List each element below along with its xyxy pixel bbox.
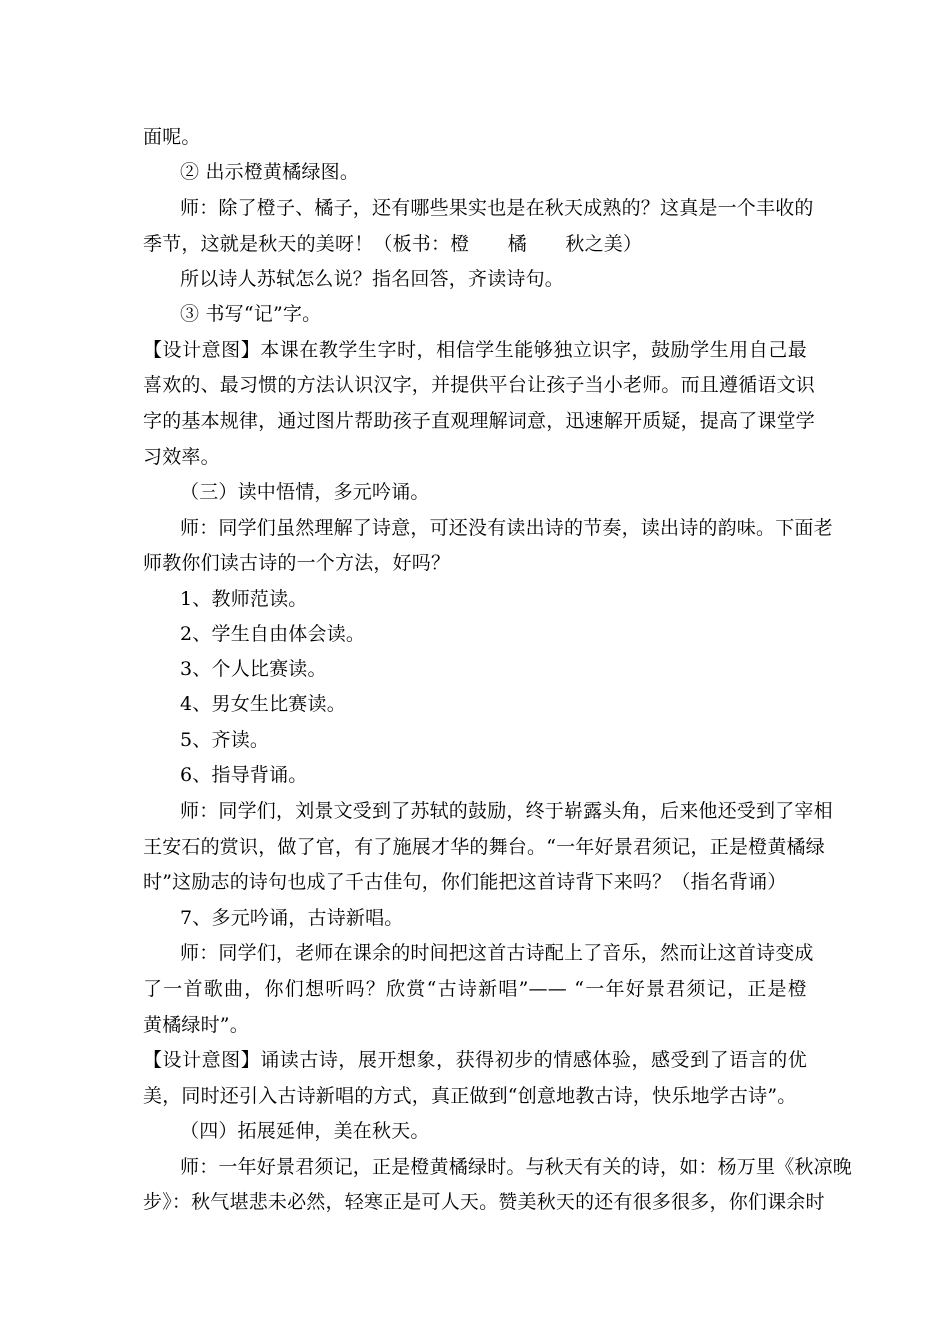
text-line-2: ② 出示橙黄橘绿图。 <box>180 161 360 183</box>
text-line-12: 师：同学们虽然理解了诗意，可还没有读出诗的节奏，读出诗的韵味。下面老 <box>180 517 833 539</box>
text-line-27: 【设计意图】诵读古诗，展开想象，获得初步的情感体验，感受到了语言的优 <box>143 1049 807 1071</box>
text-line-31: 步》：秋气堪悲未必然，轻寒正是可人天。赞美秋天的还有很多很多，你们课余时 <box>143 1191 825 1213</box>
list-item-5: 5、齐读。 <box>180 729 270 751</box>
list-item-1: 1、教师范读。 <box>180 588 308 610</box>
text-line-30: 师：一年好景君须记，正是橙黄橘绿时。与秋天有关的诗，如：杨万里《秋凉晚 <box>180 1156 853 1178</box>
list-item-4: 4、男女生比赛读。 <box>180 693 346 715</box>
text-line-4: 季节，这就是秋天的美呀！（板书：橙 橘 秋之美） <box>143 233 643 255</box>
text-line-24: 师：同学们，老师在课余的时间把这首古诗配上了音乐，然而让这首诗变成 <box>180 942 814 964</box>
text-line-20: 师：同学们，刘景文受到了苏轼的鼓励，终于崭露头角，后来他还受到了宰相 <box>180 800 833 822</box>
text-line-5: 所以诗人苏轼怎么说？指名回答，齐读诗句。 <box>180 268 565 290</box>
text-line-26: 黄橘绿时”。 <box>143 1014 249 1036</box>
text-line-21: 王安石的赏识，做了官，有了施展才华的舞台。“一年好景君须记，正是橙黄橘绿 <box>143 836 825 858</box>
text-line-6: ③ 书写“记”字。 <box>180 303 322 325</box>
text-line-8: 喜欢的、最习惯的方法认识汉字，并提供平台让孩子当小老师。而且遵循语文识 <box>143 374 816 396</box>
text-line-1: 面呢。 <box>143 126 201 148</box>
text-line-10: 习效率。 <box>143 446 220 468</box>
text-line-28: 美，同时还引入古诗新唱的方式，真正做到“创意地教古诗，快乐地学古诗”。 <box>143 1085 797 1107</box>
section-heading-4: （四）拓展延伸，美在秋天。 <box>180 1120 430 1142</box>
text-line-22: 时”这励志的诗句也成了千古佳句，你们能把这首诗背下来吗？（指名背诵） <box>143 871 787 893</box>
list-item-3: 3、个人比赛读。 <box>180 658 327 680</box>
text-line-13: 师教你们读古诗的一个方法，好吗？ <box>143 552 451 574</box>
list-item-2: 2、学生自由体会读。 <box>180 623 366 645</box>
list-item-6: 6、指导背诵。 <box>180 764 308 786</box>
text-line-25: 了一首歌曲，你们想听吗？欣赏“古诗新唱”—— “一年好景君须记，正是橙 <box>143 978 807 1000</box>
section-heading-3: （三）读中悟情，多元吟诵。 <box>180 481 430 503</box>
text-line-9: 字的基本规律，通过图片帮助孩子直观理解词意，迅速解开质疑，提高了课堂学 <box>143 410 816 432</box>
text-line-3: 师：除了橙子、橘子，还有哪些果实也是在秋天成熟的？这真是一个丰收的 <box>180 197 814 219</box>
list-item-7: 7、多元吟诵，古诗新唱。 <box>180 907 404 929</box>
text-line-7: 【设计意图】本课在教学生字时，相信学生能够独立识字，鼓励学生用自己最 <box>143 339 807 361</box>
